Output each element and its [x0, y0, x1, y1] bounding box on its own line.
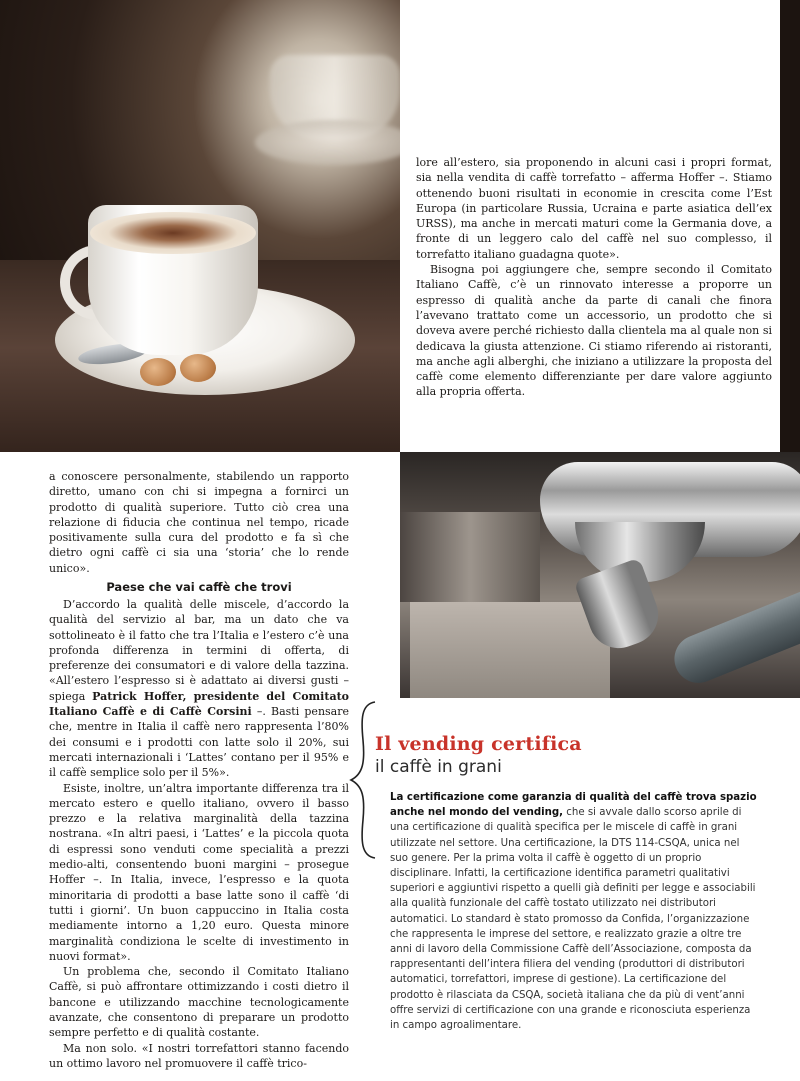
paragraph: a conoscere personalmente, stabilendo un rapporto diretto, umano con chi si impegna a fornirci un prodotto di qualità superiore. Tutto ciò crea una relazione di fiducia che continua nel tempo, ricade positivamente sulla cura del prodotto e fa sì che dietro ogni caffè ci sia una ‘storia’ che lo rende unico». [49, 470, 349, 575]
machine-panel [410, 602, 610, 698]
paragraph [49, 597, 349, 781]
article-column-left [49, 597, 349, 1071]
article-column-top-right [416, 155, 772, 400]
cappuccino-photo [0, 0, 400, 452]
portafilter-handle [667, 582, 800, 690]
box-title: Il vending certifica [375, 733, 582, 755]
paragraph: Un problema che, secondo il Comitato Italiano Caffè, si può affrontare ottimizzando i costi dietro il bancone e utilizzando macchine tecnologicamente avanzate, che consentono di preparare un prodotto sempre perfetto e di qualità costante. [49, 965, 349, 1040]
box-lead: La certificazione come garanzia di qualità del caffè trova spazio anche nel mondo del vending, [390, 792, 757, 819]
photo-edge-band [780, 0, 800, 452]
paragraph: lore all’estero, sia proponendo in alcuni casi i propri format, sia nella vendita di caffè torrefatto – afferma Hoffer –. Stiamo ottenendo buoni risultati in economie in crescita come l’Est Europa (in particolare Russia, Ucraina e parte asiatica dell’ex URSS), ma anche in mercati maturi come la Germania dove, a fronte di un leggero calo del caffè nel suo complesso, il torrefatto italiano guadagna quote». [416, 156, 772, 261]
paragraph-text: D’accordo la qualità delle miscele, d’accordo la qualità del servizio al bar, ma un dato che va sottolineato è il fatto che tra l’Italia e l’estero c’è una profonda differenza in termini di offerta, di preferenze dei consumatori e di valore della tazzina. «All’estero l’espresso si è adattato ai diversi gusti – spiega [49, 598, 349, 703]
amaretto-biscuit [140, 358, 176, 386]
paragraph: Esiste, inoltre, un’altra importante differenza tra il mercato estero e quello italiano, ovvero il basso prezzo e la relativa marginalità della tazzina nostrana. «In altri paesi, i ‘Lattes’ e la piccola quota di espressi sono venduti come specialità a prezzi medio-alti, consentendo buoni margini – prosegue Hoffer –. In Italia, invece, l’espresso e la quota minoritaria di prodotti a base latte sono il caffè ‘di tutti i giorni’. Un buon cappuccino in Italia costa mediamente intorno a 1,20 euro. Questa minore marginalità condiziona le scelte di investimento in nuovi format». [49, 781, 349, 963]
box-text: che si avvale dallo scorso aprile di una certificazione di qualità specifica per le miscele di caffè in grani utilizzate nel settore. Una certificazione, la DTS 114-CSQA, unica nel suo genere. Per la prima volta il caffè è oggetto di un proprio disciplinare. Infatti, la certificazione identifica parametri qualitativi superiori e aggiuntivi rispetto a quelli già definiti per legge e associabili alla qualità funzionale del caffè tostato utilizzato nei distributori automatici. Lo standard è stato promosso da Confida, l’organizzazione che rappresenta le imprese del settore, e realizzato grazie a oltre tre anni di lavoro della Commissione Caffè dell’Associazione, composta da rappresentanti dell’intera filiera del vending (produttori di distributori automatici, torrefattori, imprese di gestione). La certificazione del prodotto è rilasciata da CSQA, società italiana che da più di vent’anni offre servizi di certificazione con una grande e riconosciuta esperienza in campo agroalimentare. [390, 807, 756, 1032]
article-column-left-intro [49, 469, 349, 576]
paragraph-text: –. Basti pensare che, mentre in Italia il caffè nero rappresenta l’80% dei consumi e i prodotti con latte solo il 20%, sui mercati internazionali i ‘Lattes’ contano per il 95% e il caffè semplice solo per il 5%». [49, 705, 349, 780]
box-subtitle: il caffè in grani [375, 757, 502, 777]
box-body [390, 790, 760, 1033]
background-saucer [255, 120, 400, 165]
paragraph: Ma non solo. «I nostri torrefattori stanno facendo un ottimo lavoro nel promuovere il caffè trico- [49, 1041, 349, 1070]
paragraph: Bisogna poi aggiungere che, sempre secondo il Comitato Italiano Caffè, c’è un rinnovato interesse a proporre un espresso di qualità anche da parte di canali che finora l’avevano trattato come un accessorio, un prodotto che si doveva avere perché richiesto dalla clientela ma al quale non si dedicava la giusta attenzione. Ci stiamo riferendo ai ristoranti, ma anche agli alberghi, che iniziano a utilizzare la proposta del caffè come elemento differenziante per dare valore aggiunto alla propria offerta. [416, 263, 772, 399]
curly-brace [345, 700, 385, 860]
speaker-name: Patrick Hoffer, presidente del Comitato Italiano Caffè e di Caffè Corsini [49, 689, 349, 719]
amaretto-biscuit [180, 354, 216, 382]
section-heading: Paese che vai caffè che trovi [106, 580, 292, 594]
machine-body [400, 512, 540, 602]
cappuccino-foam [90, 212, 256, 254]
espresso-machine-photo [400, 452, 800, 698]
